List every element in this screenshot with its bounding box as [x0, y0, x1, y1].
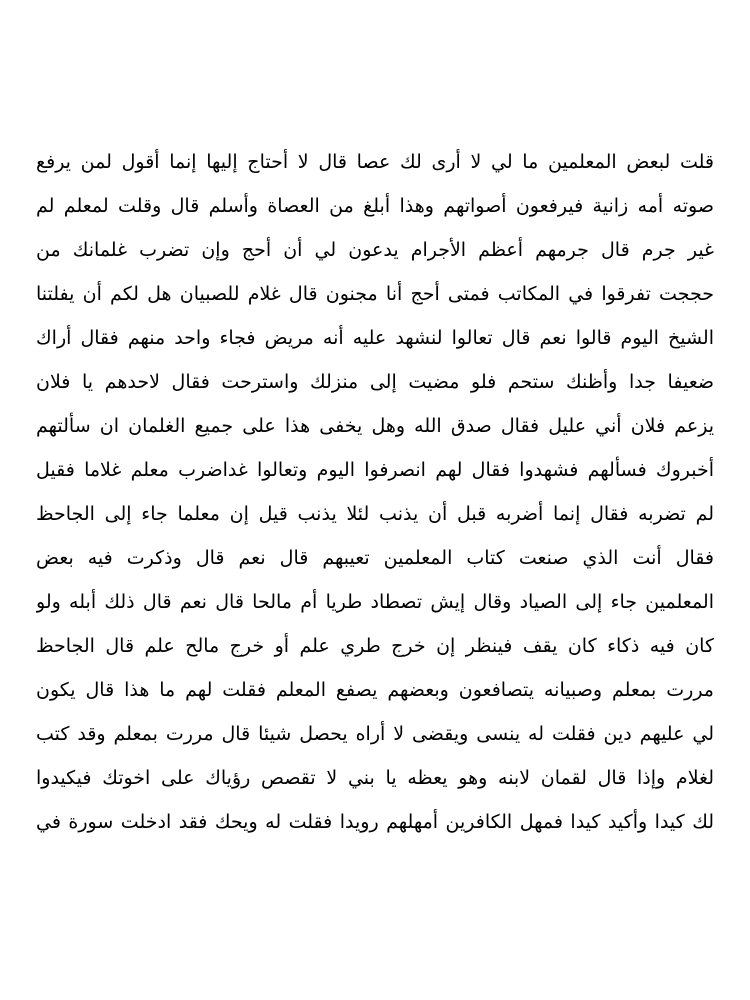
text-line-3: غير جرم قال جرمهم أعظم الأجرام يدعون لي أن أحج وإن تضرب غلمانك من	[36, 239, 714, 261]
text-line-5: الشيخ اليوم قالوا نعم قال تعالوا لنشهد عليه أنه مريض فجاء واحد منهم فقال أراك	[36, 327, 714, 349]
text-line-13: مررت بمعلم وصبيانه يتصافعون وبعضهم يصفع المعلم فقلت لهم ما هذا قال يكون	[36, 679, 714, 701]
text-line-4: حججت تفرقوا في المكاتب فمتى أحج أنا مجنون قال غلام للصبيان هل لكم أن يفلتنا	[36, 283, 714, 305]
text-line-8: أخبروك فسألهم فشهدوا فقال لهم انصرفوا اليوم وتعالوا غداضرب معلم غلاما فقيل	[36, 459, 714, 481]
text-line-6: ضعيفا جدا وأظنك ستحم فلو مضيت إلى منزلك واسترحت فقال لاحدهم يا فلان	[36, 371, 714, 393]
text-line-7: يزعم فلان أني عليل فقال صدق الله وهل يخفى هذا على جميع الغلمان ان سألتهم	[36, 415, 714, 437]
text-line-16: لك كيدا وأكيد كيدا فمهل الكافرين أمهلهم رويدا فقلت له ويحك فقد ادخلت سورة في	[36, 811, 714, 833]
text-line-12: كان فيه ذكاء كان يقف فينظر إن خرج طري علم أو خرج مالح علم قال الجاحظ	[36, 635, 714, 657]
text-line-2: صوته أمه زانية فيرفعون أصواتهم وهذا أبلغ من العصاة وأسلم قال وقلت لمعلم لم	[36, 195, 714, 217]
text-line-9: لم تضربه فقال إنما أضربه قبل أن يذنب لئلا يذنب قيل إن معلما جاء إلى الجاحظ	[36, 503, 714, 525]
text-line-1: قلت لبعض المعلمين ما لي لا أرى لك عصا قال لا أحتاج إليها إنما أقول لمن يرفع	[36, 151, 714, 173]
arabic-text-body	[36, 140, 714, 844]
text-line-14: لي عليهم دين فقلت له ينسى ويقضى لا أراه يحصل شيئا قال مررت بمعلم وقد كتب	[36, 723, 714, 745]
text-line-15: لغلام وإذا قال لقمان لابنه وهو يعظه يا بني لا تقصص رؤياك على اخوتك فيكيدوا	[36, 767, 714, 789]
text-line-11: المعلمين جاء إلى الصياد وقال إيش تصطاد طريا أم مالحا قال نعم قال ذلك أبله ولو	[36, 591, 714, 613]
text-line-10: فقال أنت الذي صنعت كتاب المعلمين تعيبهم قال نعم قال وذكرت فيه بعض	[36, 547, 714, 569]
